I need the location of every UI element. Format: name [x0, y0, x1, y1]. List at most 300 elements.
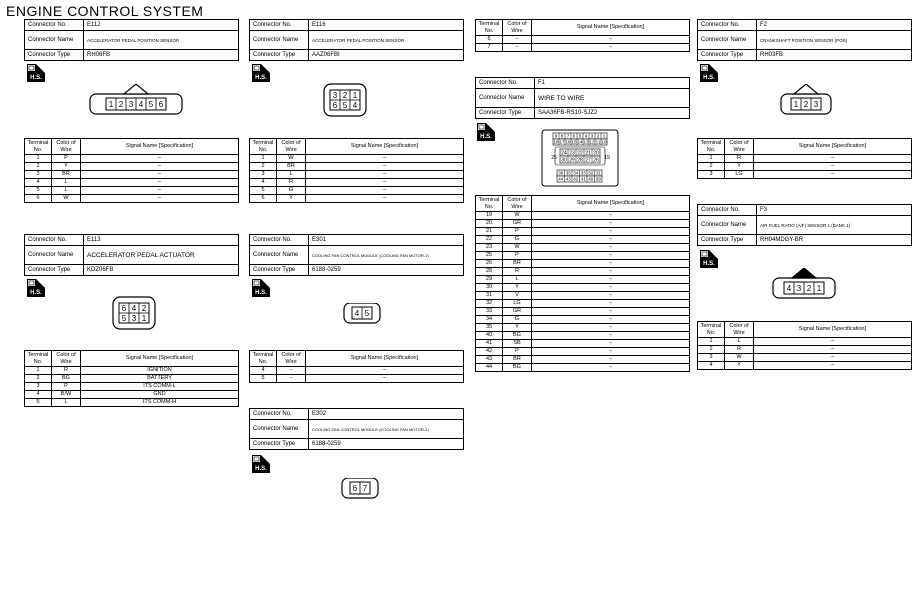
- pin-number: 4: [138, 100, 144, 109]
- table-row: [250, 155, 464, 163]
- pin-number: 16: [565, 139, 571, 145]
- terminal-cell: 3: [250, 171, 277, 179]
- harness-side-icon: [700, 250, 718, 268]
- connector-latch: [794, 84, 818, 94]
- connector-name-label: Connector Name: [25, 31, 84, 50]
- connector-type-label: Connector Type: [476, 108, 535, 119]
- connector-info-e113: [24, 234, 239, 276]
- wire-color-cell: L: [52, 187, 81, 195]
- table-row: [250, 171, 464, 179]
- connector-no-value: F1: [535, 78, 690, 89]
- pin-table-f2: [697, 138, 912, 179]
- connector-no-value: F3: [757, 205, 912, 216]
- color-of-wire-header: Color of Wire: [277, 139, 306, 155]
- table-row: [250, 187, 464, 195]
- table-row: [250, 179, 464, 187]
- connector-type-label: Connector Type: [250, 265, 309, 276]
- terminal-no-header: Terminal No.: [698, 139, 725, 155]
- terminal-cell: 1: [25, 367, 52, 375]
- connector-type-value: SAA36FB-RS10-SJZ2: [535, 108, 690, 119]
- signal-name-cell: –: [754, 362, 912, 370]
- pin-number: 1: [141, 314, 147, 323]
- connector-name-label: Connector Name: [250, 31, 309, 50]
- terminal-cell: 40: [476, 332, 503, 340]
- table-row: [25, 163, 239, 171]
- wire-color-cell: LG: [503, 300, 532, 308]
- signal-name-cell: –: [532, 244, 690, 252]
- signal-name-header: Signal Name [Specification]: [81, 139, 239, 155]
- terminal-no-header: Terminal No.: [25, 351, 52, 367]
- pin-number: 7: [566, 133, 570, 139]
- table-row: [25, 367, 239, 375]
- connector-name-label: Connector Name: [25, 246, 84, 265]
- wire-color-cell: L: [52, 399, 81, 407]
- harness-side-icon: [27, 64, 45, 82]
- harness-side-icon: [477, 123, 495, 141]
- connector-no-value: E302: [309, 409, 464, 420]
- connector-no-label: Connector No.: [250, 20, 309, 31]
- pin-number: 6: [352, 484, 358, 493]
- terminal-cell: 34: [476, 316, 503, 324]
- terminal-no-header: Terminal No.: [476, 20, 503, 36]
- pin-number: 43: [565, 176, 571, 182]
- table-header-row: [25, 139, 239, 155]
- hs-label: H.S.: [255, 75, 267, 81]
- wire-color-cell: L: [52, 179, 81, 187]
- connector-diagram-e302: [340, 478, 380, 502]
- wire-color-cell: BG: [503, 332, 532, 340]
- signal-name-cell: –: [532, 308, 690, 316]
- pin-number: 7: [362, 484, 368, 493]
- table-row: [25, 383, 239, 391]
- pin-table-e301: [249, 350, 464, 383]
- terminal-cell: 42: [476, 348, 503, 356]
- pin-number: 42: [573, 176, 579, 182]
- table-row: [476, 212, 690, 220]
- terminal-cell: 6: [250, 195, 277, 203]
- hs-glyph: [252, 64, 270, 82]
- hs-glyph: [477, 123, 495, 141]
- table-header-row: [250, 139, 464, 155]
- table-row: [698, 163, 912, 171]
- wire-color-cell: P: [503, 348, 532, 356]
- terminal-cell: 33: [476, 308, 503, 316]
- wire-color-cell: SB: [503, 340, 532, 348]
- table-row: [476, 252, 690, 260]
- wire-color-cell: –: [503, 44, 532, 52]
- pin-number: 3: [590, 133, 594, 139]
- wire-color-cell: –: [503, 36, 532, 44]
- terminal-cell: 2: [250, 163, 277, 171]
- connector-no-label: Connector No.: [250, 235, 309, 246]
- connector-type-label: Connector Type: [250, 439, 309, 450]
- wire-color-cell: P: [52, 155, 81, 163]
- connector-type-label: Connector Type: [25, 50, 84, 61]
- signal-name-header: Signal Name [Specification]: [754, 322, 912, 338]
- terminal-cell: 3: [698, 354, 725, 362]
- wire-color-cell: –: [277, 375, 306, 383]
- wire-color-cell: Y: [503, 324, 532, 332]
- signal-name-cell: –: [532, 268, 690, 276]
- hs-label: H.S.: [255, 290, 267, 296]
- table-row: [25, 399, 239, 407]
- terminal-cell: 2: [25, 375, 52, 383]
- hs-glyph: [252, 279, 270, 297]
- connector-diagram-f1: [540, 128, 620, 188]
- harness-side-icon: [252, 279, 270, 297]
- connector-type-value: 6188-0259: [309, 439, 464, 450]
- pin-number: 6: [121, 304, 127, 313]
- connector-type-label: Connector Type: [250, 50, 309, 61]
- table-row: [476, 260, 690, 268]
- pin-number: 3: [332, 91, 338, 100]
- hs-glyph: [27, 279, 45, 297]
- connector-name-value: AIR FUEL RATIO (A/F) SENSOR 1 (BANK 1): [757, 216, 912, 235]
- terminal-cell: 35: [476, 324, 503, 332]
- pin-number: 21: [585, 150, 591, 157]
- pin-number: 34: [573, 170, 579, 176]
- signal-name-cell: –: [81, 179, 239, 187]
- connector-no-value: E116: [309, 20, 464, 31]
- hs-label: H.S.: [703, 261, 715, 267]
- hs-label: H.S.: [30, 75, 42, 81]
- pin-number: 5: [148, 100, 154, 109]
- wire-color-cell: BR: [503, 260, 532, 268]
- signal-name-cell: –: [306, 195, 464, 203]
- terminal-cell: 5: [25, 187, 52, 195]
- wire-color-cell: R: [725, 155, 754, 163]
- pin-number: 25: [551, 155, 557, 161]
- signal-name-cell: –: [754, 354, 912, 362]
- pin-table-e-continued: [475, 19, 690, 52]
- terminal-cell: 7: [476, 44, 503, 52]
- pin-number: 32: [588, 170, 594, 176]
- pin-number: 10: [601, 139, 607, 145]
- table-row: [476, 300, 690, 308]
- connector-type-value: RH06FB: [84, 50, 239, 61]
- connector-diagram-e116: [317, 80, 373, 120]
- connector-no-label: Connector No.: [250, 409, 309, 420]
- hs-label: H.S.: [30, 290, 42, 296]
- harness-side-icon: [27, 279, 45, 297]
- wire-color-cell: BR: [277, 163, 306, 171]
- connector-no-label: Connector No.: [476, 78, 535, 89]
- pin-number: 2: [141, 304, 147, 313]
- terminal-cell: 3: [25, 383, 52, 391]
- pin-number: 4: [786, 284, 792, 293]
- signal-name-header: Signal Name [Specification]: [306, 139, 464, 155]
- pin-number: 28: [577, 157, 583, 164]
- wire-color-cell: R: [725, 346, 754, 354]
- wire-color-cell: Y: [52, 163, 81, 171]
- signal-name-cell: –: [532, 332, 690, 340]
- terminal-cell: 31: [476, 292, 503, 300]
- connector-name-value: CRANKSHAFT POSITION SENSOR (POS): [757, 31, 912, 50]
- signal-name-cell: –: [532, 260, 690, 268]
- harness-side-icon: [252, 64, 270, 82]
- signal-name-cell: –: [532, 252, 690, 260]
- terminal-cell: 44: [476, 364, 503, 372]
- terminal-cell: 2: [25, 163, 52, 171]
- table-row: [25, 171, 239, 179]
- wire-color-cell: BR: [52, 171, 81, 179]
- signal-name-cell: –: [532, 44, 690, 52]
- connector-type-label: Connector Type: [698, 50, 757, 61]
- connector-latch: [124, 84, 148, 94]
- table-row: [25, 195, 239, 203]
- table-row: [476, 220, 690, 228]
- connector-diagram-e113: [104, 293, 164, 333]
- signal-name-cell: –: [532, 300, 690, 308]
- wire-color-cell: LG: [725, 171, 754, 179]
- terminal-cell: 5: [25, 399, 52, 407]
- signal-name-cell: –: [532, 324, 690, 332]
- hs-label: H.S.: [255, 466, 267, 472]
- table-row: [25, 187, 239, 195]
- pin-number: 11: [595, 139, 601, 145]
- signal-name-cell: –: [81, 163, 239, 171]
- wire-color-cell: G: [503, 316, 532, 324]
- signal-name-cell: –: [532, 220, 690, 228]
- pin-number: 40: [588, 176, 594, 182]
- connector-name-value: WIRE TO WIRE: [535, 89, 690, 108]
- table-row: [476, 308, 690, 316]
- table-row: [476, 340, 690, 348]
- connector-diagram-e301: [342, 303, 382, 327]
- pin-number: 3: [813, 100, 819, 109]
- wire-color-cell: Y: [503, 284, 532, 292]
- terminal-cell: 3: [698, 171, 725, 179]
- signal-name-cell: –: [754, 338, 912, 346]
- pin-number: 3: [128, 100, 134, 109]
- connector-info-f1: [475, 77, 690, 119]
- hs-label: H.S.: [703, 75, 715, 81]
- signal-name-cell: –: [754, 171, 912, 179]
- pin-number: 33: [580, 170, 586, 176]
- wire-color-cell: R: [277, 179, 306, 187]
- signal-name-header: Signal Name [Specification]: [306, 351, 464, 367]
- pin-number: 39: [595, 176, 601, 182]
- connector-type-value: RH04MDGY-BR: [757, 235, 912, 246]
- pin-number: 31: [595, 170, 601, 176]
- signal-name-cell: IGNITION: [81, 367, 239, 375]
- table-row: [476, 276, 690, 284]
- terminal-no-header: Terminal No.: [25, 139, 52, 155]
- terminal-cell: 1: [698, 155, 725, 163]
- terminal-cell: 4: [25, 179, 52, 187]
- terminal-cell: 28: [476, 268, 503, 276]
- pin-number: 22: [577, 150, 583, 157]
- pin-number: 1: [793, 100, 799, 109]
- pin-number: 5: [342, 101, 348, 110]
- wire-color-cell: BR: [503, 356, 532, 364]
- terminal-cell: 25: [476, 252, 503, 260]
- pin-number: 18: [553, 139, 559, 145]
- color-of-wire-header: Color of Wire: [725, 322, 754, 338]
- wire-color-cell: BG: [503, 364, 532, 372]
- wire-color-cell: G: [277, 187, 306, 195]
- connector-name-label: Connector Name: [698, 216, 757, 235]
- connector-no-label: Connector No.: [698, 205, 757, 216]
- terminal-cell: 43: [476, 356, 503, 364]
- table-row: [250, 195, 464, 203]
- signal-name-cell: –: [306, 171, 464, 179]
- color-of-wire-header: Color of Wire: [52, 351, 81, 367]
- wire-color-cell: W: [52, 195, 81, 203]
- terminal-cell: 5: [250, 375, 277, 383]
- signal-name-header: Signal Name [Specification]: [532, 20, 690, 36]
- terminal-cell: 6: [25, 195, 52, 203]
- harness-side-icon: [700, 64, 718, 82]
- harness-side-icon: [252, 455, 270, 473]
- wire-color-cell: V: [503, 292, 532, 300]
- pin-number: 29: [569, 157, 575, 164]
- table-row: [476, 244, 690, 252]
- wire-color-cell: W: [503, 212, 532, 220]
- pin-number: 2: [118, 100, 124, 109]
- pin-table-e116: [249, 138, 464, 203]
- connector-name-label: Connector Name: [698, 31, 757, 50]
- signal-name-cell: –: [532, 236, 690, 244]
- pin-number: 9: [554, 133, 558, 139]
- connector-name-label: Connector Name: [476, 89, 535, 108]
- terminal-cell: 41: [476, 340, 503, 348]
- wire-color-cell: L: [277, 171, 306, 179]
- signal-name-cell: –: [81, 155, 239, 163]
- connector-name-value: ACCELERATOR PEDAL POSITION SENSOR: [84, 31, 239, 50]
- pin-number: 8: [560, 133, 564, 139]
- color-of-wire-header: Color of Wire: [503, 196, 532, 212]
- signal-name-header: Signal Name [Specification]: [81, 351, 239, 367]
- pin-number: 41: [580, 176, 586, 182]
- figure-code: [0, 530, 1, 580]
- pin-number: 3: [796, 284, 802, 293]
- pin-number: 20: [593, 150, 599, 157]
- hs-glyph: [252, 455, 270, 473]
- pin-number: 12: [589, 139, 595, 145]
- table-row: [476, 44, 690, 52]
- signal-name-cell: BATTERY: [81, 375, 239, 383]
- terminal-cell: 1: [25, 155, 52, 163]
- wire-color-cell: G: [503, 236, 532, 244]
- table-header-row: [25, 351, 239, 367]
- connector-name-value: ACCELERATOR PEDAL ACTUATOR: [84, 246, 239, 265]
- pin-table-e113: [24, 350, 239, 407]
- table-row: [698, 354, 912, 362]
- signal-name-cell: –: [306, 187, 464, 195]
- connector-latch: [792, 268, 816, 278]
- table-row: [476, 236, 690, 244]
- pin-number: 14: [577, 139, 583, 145]
- pin-number: 2: [806, 284, 812, 293]
- signal-name-cell: –: [306, 155, 464, 163]
- signal-name-cell: –: [532, 276, 690, 284]
- terminal-no-header: Terminal No.: [476, 196, 503, 212]
- wire-color-cell: R: [52, 367, 81, 375]
- pin-number: 4: [352, 101, 358, 110]
- pin-number: 5: [364, 309, 370, 318]
- signal-name-cell: –: [532, 228, 690, 236]
- wire-color-cell: R: [503, 268, 532, 276]
- signal-name-cell: –: [81, 187, 239, 195]
- table-row: [476, 268, 690, 276]
- pin-number: 1: [108, 100, 114, 109]
- signal-name-cell: –: [532, 356, 690, 364]
- table-row: [25, 375, 239, 383]
- pin-number: 1: [352, 91, 358, 100]
- pin-number: 2: [342, 91, 348, 100]
- table-row: [476, 324, 690, 332]
- pin-number: 2: [803, 100, 809, 109]
- table-row: [698, 362, 912, 370]
- connector-info-e301: [249, 234, 464, 276]
- pin-number: 44: [558, 176, 564, 182]
- table-header-row: [250, 351, 464, 367]
- table-header-row: [698, 322, 912, 338]
- signal-name-cell: –: [532, 212, 690, 220]
- terminal-cell: 4: [698, 362, 725, 370]
- connector-name-value: COOLING FAN CONTROL MODULE (COOLING FAN MOTOR-2): [309, 420, 464, 439]
- table-row: [698, 338, 912, 346]
- wire-color-cell: P: [52, 383, 81, 391]
- connector-info-e112: [24, 19, 239, 61]
- terminal-cell: 32: [476, 300, 503, 308]
- wire-color-cell: P: [503, 228, 532, 236]
- signal-name-header: Signal Name [Specification]: [532, 196, 690, 212]
- connector-name-value: ACCELERATOR PEDAL POSITION SENSOR: [309, 31, 464, 50]
- pin-table-f3: [697, 321, 912, 370]
- terminal-cell: 21: [476, 228, 503, 236]
- signal-name-cell: –: [306, 179, 464, 187]
- wire-color-cell: W: [277, 155, 306, 163]
- pin-number: 4: [354, 309, 360, 318]
- wire-color-cell: L: [503, 276, 532, 284]
- wire-color-cell: BG: [52, 375, 81, 383]
- wire-color-cell: L: [725, 338, 754, 346]
- hs-label: H.S.: [480, 134, 492, 140]
- connector-type-value: 6188-0259: [309, 265, 464, 276]
- wire-color-cell: GR: [503, 308, 532, 316]
- wire-color-cell: W: [503, 244, 532, 252]
- terminal-no-header: Terminal No.: [698, 322, 725, 338]
- wire-color-cell: P: [503, 252, 532, 260]
- signal-name-cell: –: [754, 155, 912, 163]
- terminal-cell: 22: [476, 236, 503, 244]
- connector-type-value: AAZ06FBI: [309, 50, 464, 61]
- terminal-cell: 4: [250, 367, 277, 375]
- terminal-cell: 20: [476, 220, 503, 228]
- table-row: [476, 316, 690, 324]
- pin-number: 5: [121, 314, 127, 323]
- color-of-wire-header: Color of Wire: [52, 139, 81, 155]
- terminal-no-header: Terminal No.: [250, 139, 277, 155]
- color-of-wire-header: Color of Wire: [725, 139, 754, 155]
- table-row: [250, 367, 464, 375]
- connector-name-label: Connector Name: [250, 246, 309, 265]
- pin-number: 24: [561, 150, 567, 157]
- table-row: [476, 284, 690, 292]
- table-header-row: [698, 139, 912, 155]
- pin-table-e112: [24, 138, 239, 203]
- table-row: [25, 179, 239, 187]
- pin-number: 35: [565, 170, 571, 176]
- table-row: [698, 171, 912, 179]
- signal-name-cell: ITS COMM-H: [81, 399, 239, 407]
- terminal-cell: 1: [698, 338, 725, 346]
- pin-number: 6: [332, 101, 338, 110]
- signal-name-cell: –: [532, 340, 690, 348]
- table-header-row: [476, 20, 690, 36]
